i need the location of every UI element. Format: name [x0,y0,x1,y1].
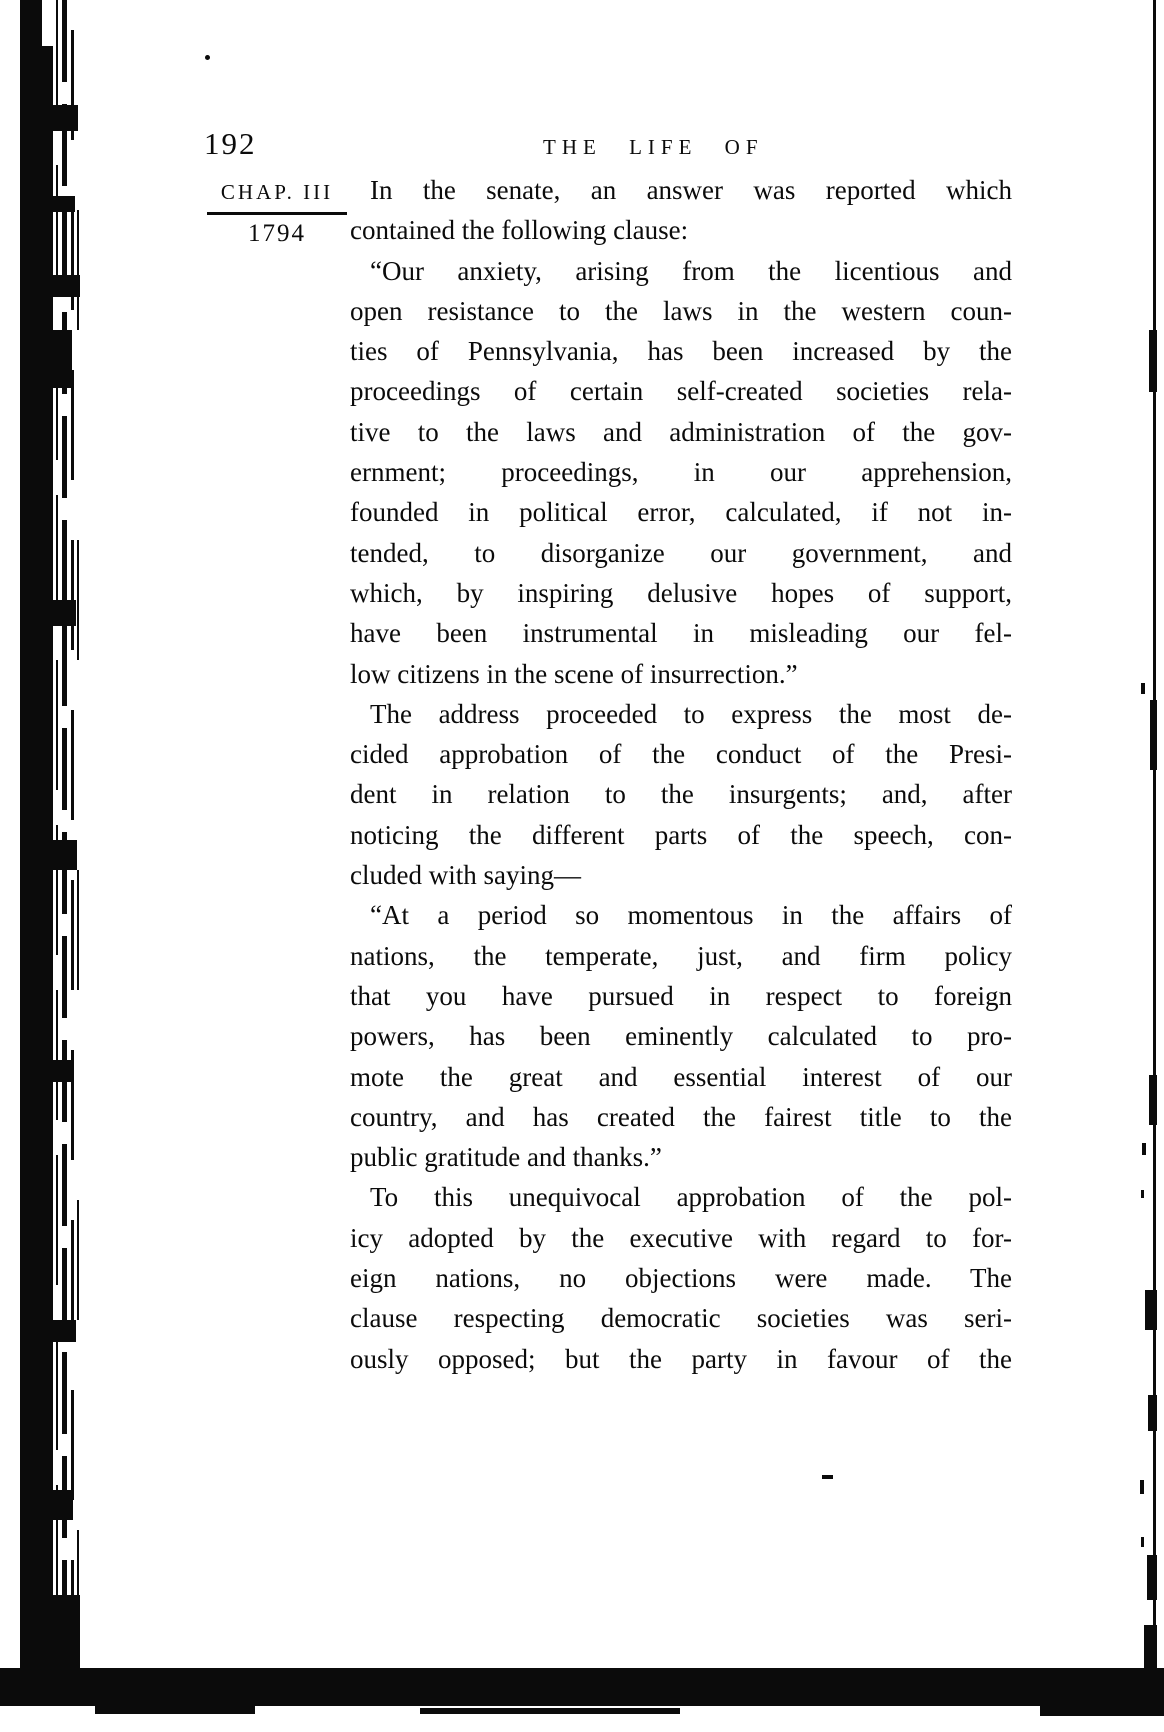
scan-gutter-blotch [20,105,78,131]
text-line: country, and has created the fairest title to the [350,1101,1012,1132]
page-number: 192 [204,126,257,161]
scan-gutter-notch [42,0,61,46]
scan-gutter-streak [77,0,79,1690]
text-line: cluded with saying— [350,860,581,891]
scan-speck [822,1475,833,1479]
text-line: ties of Pennsylvania, has been increased by the [350,336,1012,367]
scan-speck [95,1706,255,1714]
scan-gutter-blotch [20,1490,73,1520]
scan-gutter-blotch [20,196,75,212]
text-line: proceedings of certain self-created societies rela- [350,376,1012,407]
year-label: 1794 [248,220,306,247]
text-line: “At a period so momentous in the affairs of [370,900,1012,931]
scan-gutter-blotch [20,1320,76,1342]
text-line: clause respecting democratic societies was seri- [350,1303,1012,1334]
scan-edge-blob [1147,1555,1157,1600]
scan-edge-blob [1149,1075,1157,1125]
text-line: cided approbation of the conduct of the Presi- [350,739,1012,770]
scan-gutter-blotch [20,275,80,297]
scan-gutter-blotch [20,840,77,870]
scan-speck [420,1708,680,1714]
text-line: noticing the different parts of the speech, con- [350,819,1012,850]
text-line: public gratitude and thanks.” [350,1142,662,1173]
text-line: have been instrumental in misleading our fel- [350,618,1012,649]
text-line: mote the great and essential interest of our [350,1061,1012,1092]
scan-edge-blob [1150,700,1157,770]
scan-edge-blob [1144,1625,1157,1671]
scan-speck [1140,1480,1144,1494]
text-line: To this unequivocal approbation of the pol- [370,1182,1012,1213]
scan-bottom-bar [0,1668,1164,1706]
scan-gutter-blotch [20,330,72,388]
chapter-label: CHAP. III [220,180,334,204]
scan-speck [1142,1143,1146,1155]
scan-edge-blob [1145,1290,1157,1330]
scan-speck [1141,1190,1144,1198]
text-line: which, by inspiring delusive hopes of support, [350,577,1012,608]
scan-edge-blob [1148,1395,1157,1431]
text-line: eign nations, no objections were made. The [350,1263,1012,1294]
scan-edge-blob [1149,330,1157,392]
text-line: open resistance to the laws in the western coun- [350,295,1012,326]
text-line: In the senate, an answer was reported which [370,175,1012,205]
text-line: tive to the laws and administration of the gov- [350,416,1012,447]
scan-speck [1141,1537,1144,1547]
text-line: ously opposed; but the party in favour of the [350,1343,1012,1374]
running-header: THE LIFE OF [543,135,764,159]
margin-note [207,180,347,248]
text-line: low citizens in the scene of insurrection.” [350,658,798,689]
body-text [350,170,1012,1379]
text-line: “Our anxiety, arising from the licentious and [370,255,1012,286]
scan-speck [1141,683,1145,694]
text-line: The address proceeded to express the most de- [370,698,1012,729]
scan-speck [1040,1706,1164,1716]
text-line: dent in relation to the insurgents; and, after [350,779,1012,810]
text-line: tended, to disorganize our government, and [350,537,1012,568]
text-line: contained the following clause: [350,215,689,246]
scan-gutter-blotch [20,600,76,626]
text-line: that you have pursued in respect to foreign [350,980,1012,1011]
scan-speck [205,55,210,60]
margin-rule [207,212,347,215]
text-line: founded in political error, calculated, if not in- [350,497,1012,528]
text-line: nations, the temperate, just, and firm policy [350,940,1012,971]
scan-gutter-blotch [20,1060,74,1082]
text-line: powers, has been eminently calculated to pro- [350,1021,1012,1052]
text-line: icy adopted by the executive with regard to for- [350,1222,1012,1253]
text-line: ernment; proceedings, in our apprehension, [350,457,1012,488]
